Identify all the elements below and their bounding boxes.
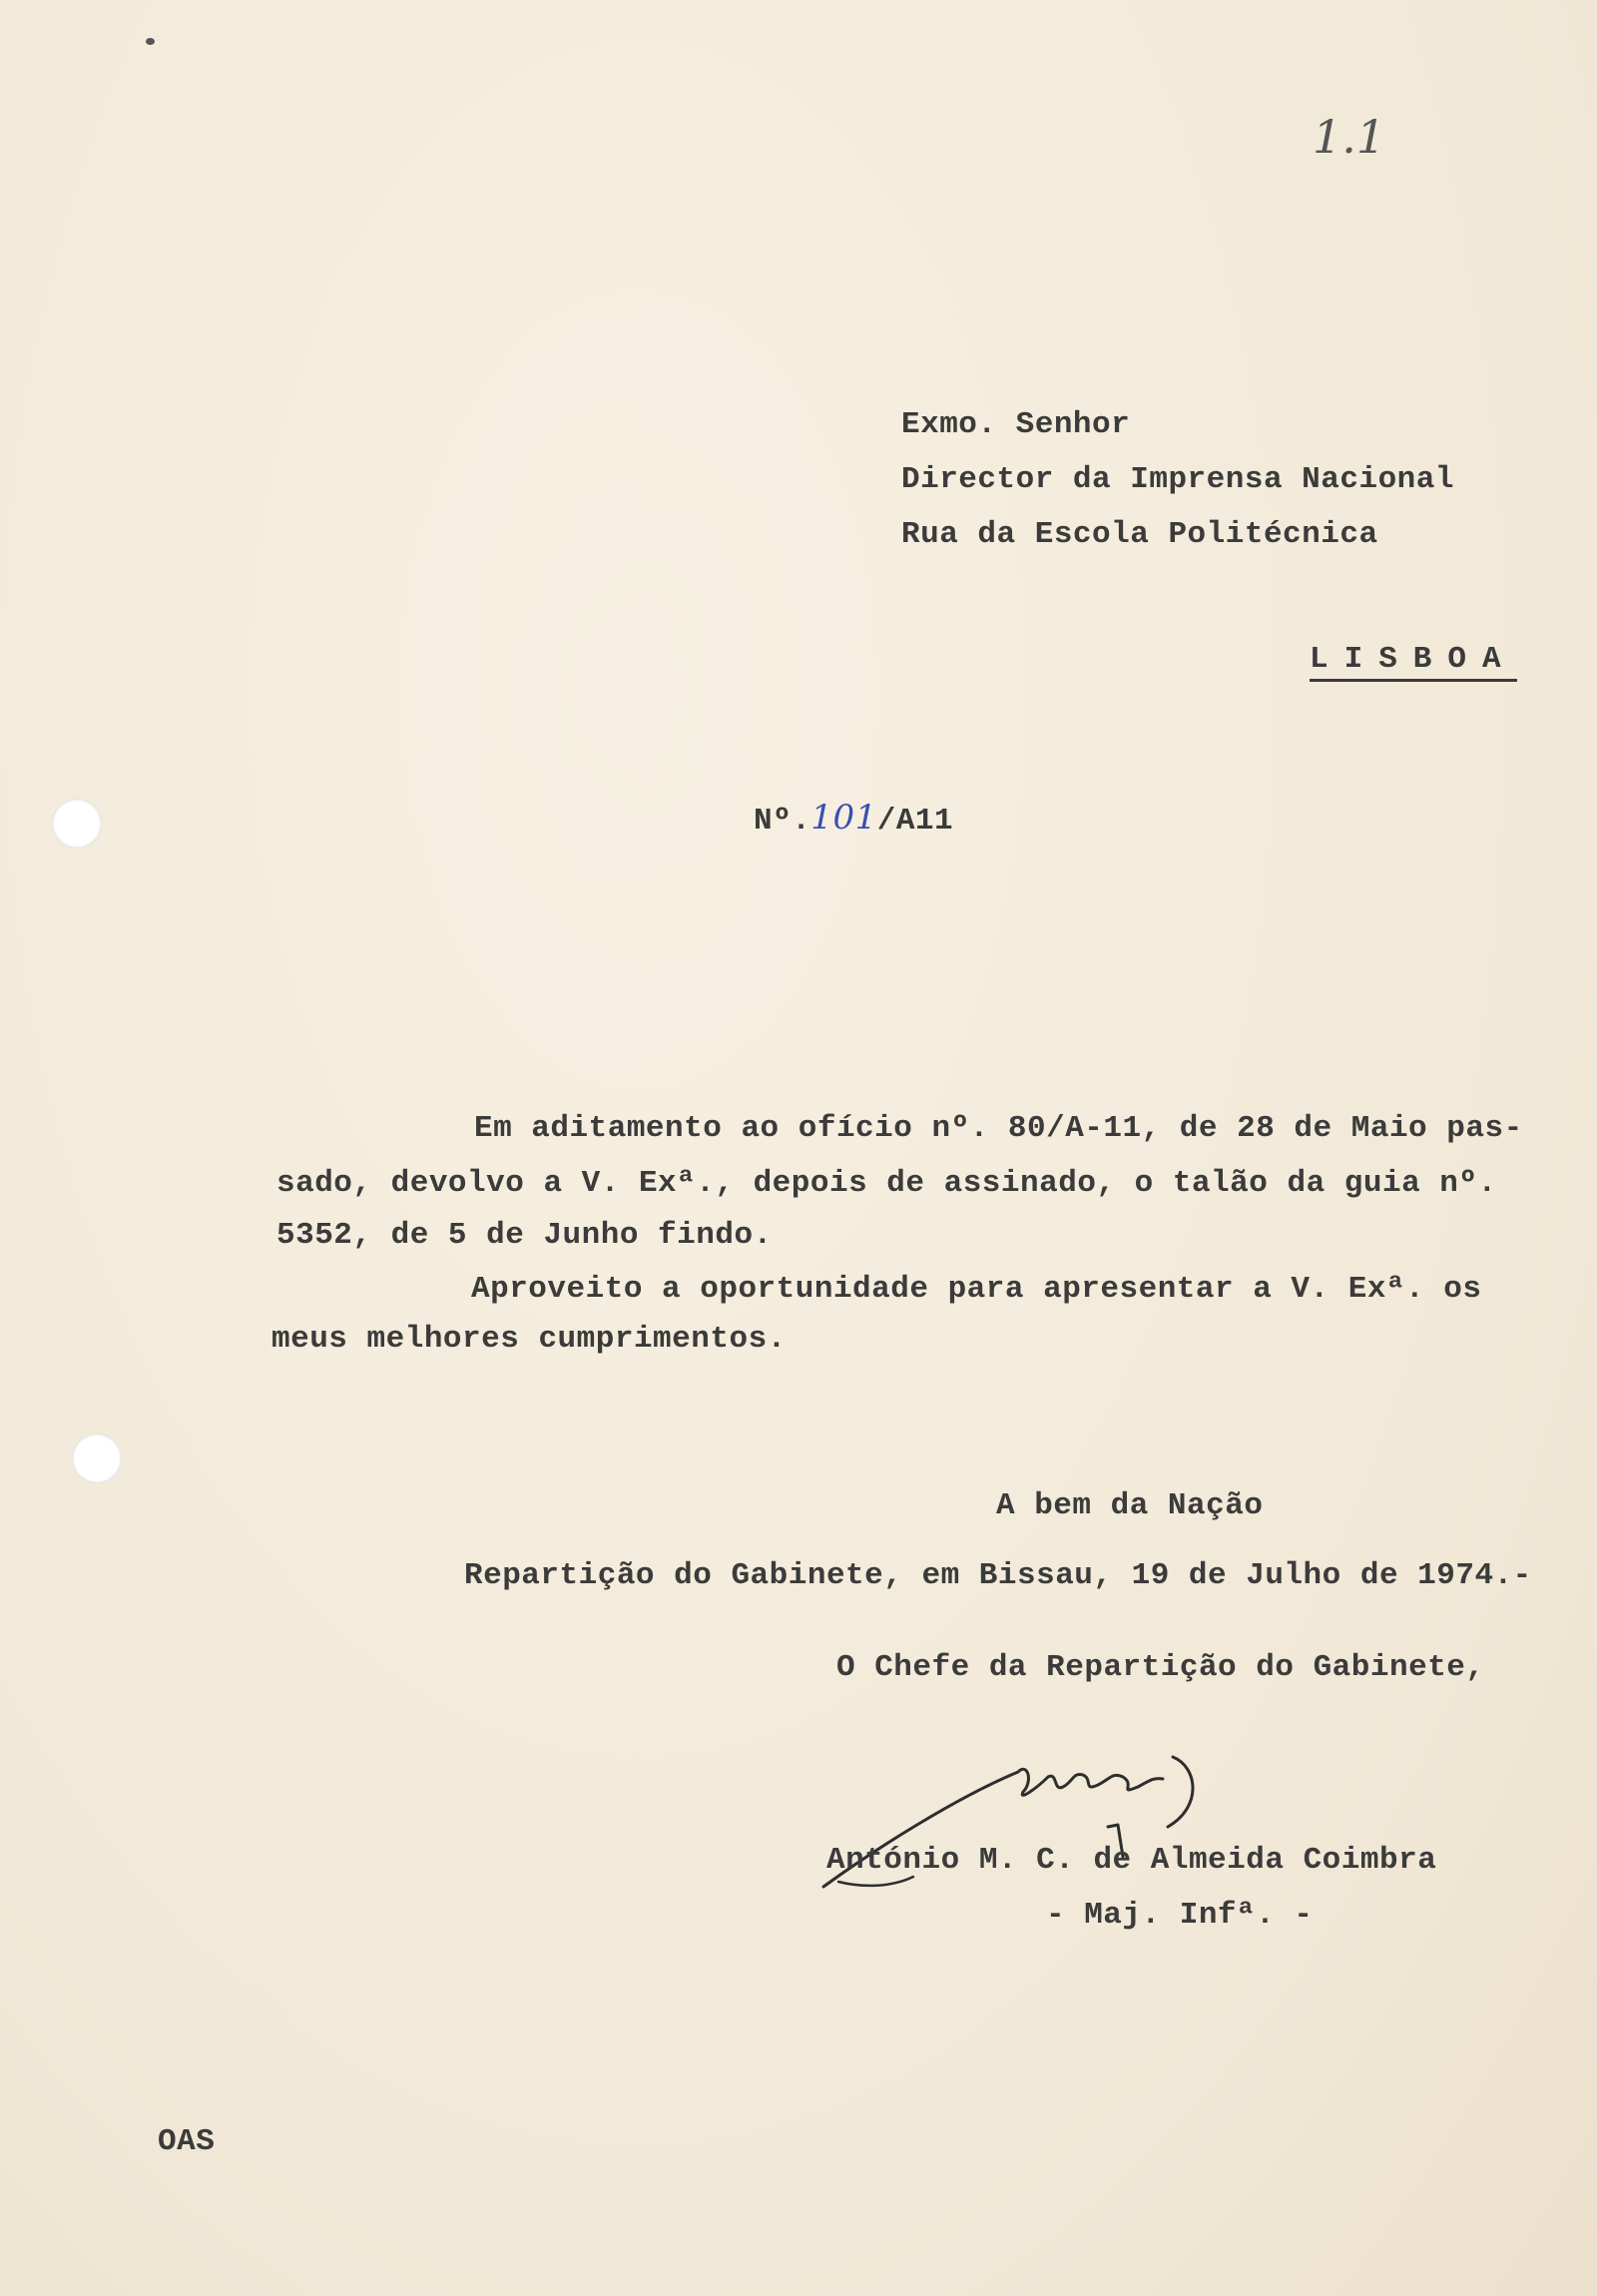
- body-line: Aproveito a oportunidade para apresentar a V. Exª. os: [471, 1272, 1482, 1307]
- reference-number: [754, 798, 954, 839]
- recipient-city: LISBOA: [1310, 644, 1517, 682]
- punch-hole-bottom: [72, 1434, 122, 1483]
- folio-mark: 1.1: [1313, 110, 1386, 164]
- punch-hole-top: [52, 799, 102, 849]
- body-line: 5352, de 5 de Junho findo.: [276, 1218, 773, 1253]
- recipient-salutation: Exmo. Senhor: [901, 407, 1131, 442]
- reference-prefix: Nº.: [754, 804, 811, 839]
- reference-suffix: /A11: [876, 804, 954, 839]
- signatory-name: António M. C. de Almeida Coimbra: [826, 1843, 1437, 1878]
- typist-initials: OAS: [158, 2124, 216, 2159]
- body-line: sado, devolvo a V. Exª., depois de assinado, o talão da guia nº.: [276, 1166, 1497, 1201]
- recipient-address: Rua da Escola Politécnica: [901, 517, 1378, 552]
- signatory-rank: - Maj. Infª. -: [1046, 1898, 1314, 1933]
- body-line: meus melhores cumprimentos.: [271, 1322, 787, 1357]
- closing-salutation: A bem da Nação: [996, 1488, 1264, 1523]
- closing-place-date: Repartição do Gabinete, em Bissau, 19 de Julho de 1974.-: [464, 1558, 1532, 1593]
- ink-speck: [146, 38, 155, 45]
- reference-handwritten-number: 101: [810, 798, 877, 838]
- recipient-title: Director da Imprensa Nacional: [901, 462, 1454, 497]
- closing-office: O Chefe da Repartição do Gabinete,: [836, 1650, 1485, 1685]
- body-line: Em aditamento ao ofício nº. 80/A-11, de 28 de Maio pas-: [474, 1111, 1523, 1146]
